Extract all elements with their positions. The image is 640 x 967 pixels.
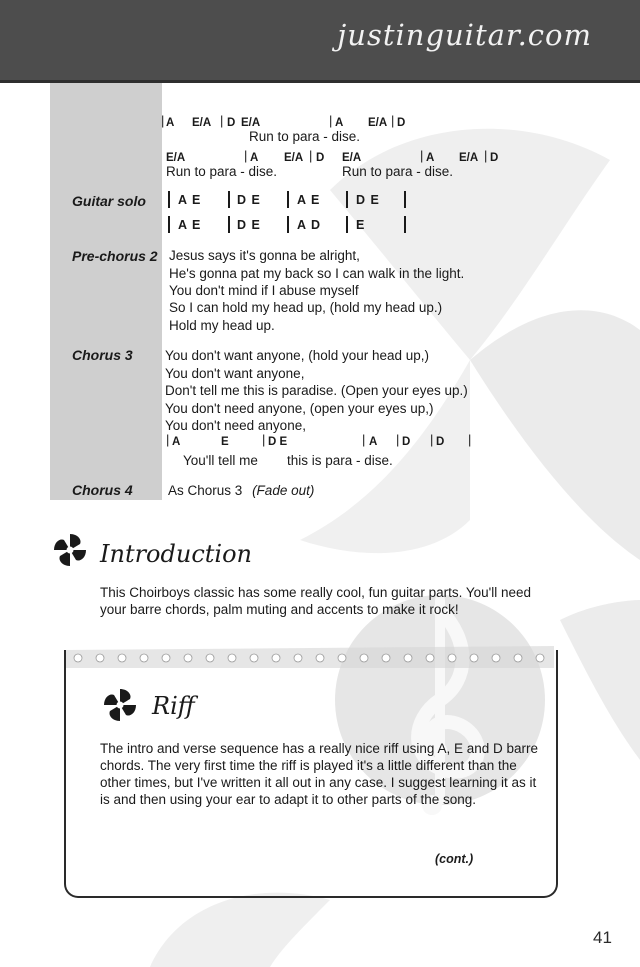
chord: E/A [284,152,304,164]
grid-chords: A E [178,193,202,207]
grid-chords: A D [297,218,322,232]
chord: D [490,152,499,164]
lyric-line: You'll tell me [183,453,258,468]
chord: E/A [459,152,479,164]
page-number: 41 [593,928,612,947]
lyric-line: Run to para - dise. [166,164,278,179]
lyric-line: Jesus says it's gonna be alright, [169,248,360,263]
grid-chords: D E [356,193,380,207]
chord: A [369,436,378,448]
paragraph-line: your barre chords, palm muting and accents to make it rock! [100,602,459,617]
chord: D E [268,436,288,448]
chord: A [250,152,259,164]
bar-line: | [484,148,488,163]
chord: A [426,152,435,164]
bar-line [228,191,230,208]
bar-line [287,191,289,208]
lyric-line: You don't want anyone, [165,366,305,381]
lyric-line: this is para - dise. [287,453,393,468]
paragraph-line: other times, but I've written it all out in any case. I suggest learning it as it [100,775,537,790]
chord: D [436,436,445,448]
chord: A [172,436,181,448]
bar-line: | [420,148,424,163]
chord: E/A [368,117,388,129]
brand-logo: justinguitar.com [337,18,592,52]
bar-line [228,216,230,233]
section-label-column [50,83,165,500]
bar-line: | [329,113,333,128]
bar-line: | [468,432,472,447]
grid-chords: A E [178,218,202,232]
bar-line [404,191,406,208]
section-label-chorus-3: Chorus 3 [72,347,133,363]
chord: E [221,436,229,448]
lyric-line: Run to para - dise. [342,164,454,179]
grid-chords: D E [237,218,261,232]
paragraph-line: is and then using your ear to adapt it to other parts of the song. [100,792,476,807]
pinwheel-icon [100,685,140,725]
chord: E/A [192,117,212,129]
bar-line: | [391,113,395,128]
lyric-line: You don't need anyone, (open your eyes up,) [165,401,434,416]
section-label-guitar-solo: Guitar solo [72,193,146,209]
lyric-line: You don't mind if I abuse myself [169,283,359,298]
chorus-4-instruction: As Chorus 3 [168,483,243,498]
lyric-line: Run to para - dise. [249,129,361,144]
bar-line: | [396,432,400,447]
section-label-chorus-4: Chorus 4 [72,482,133,498]
chord: A [166,117,175,129]
chord: E/A [166,152,186,164]
chord: D [397,117,406,129]
chord: E/A [241,117,261,129]
riff-text [100,740,538,808]
paragraph-line: The intro and verse sequence has a really nice riff using A, E and D barre [100,741,538,756]
bar-line: | [161,113,165,128]
bar-line [287,216,289,233]
grid-chords: E [356,218,366,232]
lyric-line: You don't want anyone, (hold your head up,) [165,348,430,363]
chord: D [402,436,411,448]
chord: A [335,117,344,129]
bar-line: | [430,432,434,447]
lyric-line: You don't need anyone, [165,418,306,433]
chorus-4-text [168,483,314,498]
lyric-line: So I can hold my head up, (hold my head up.) [169,300,443,315]
section-label-pre-chorus-2: Pre-chorus 2 [72,248,158,264]
chord: D [316,152,325,164]
bar-line [168,216,170,233]
bar-line [168,191,170,208]
bar-line: | [309,148,313,163]
lyric-line: Hold my head up. [169,318,275,333]
chord: E/A [342,152,362,164]
bar-line: | [244,148,248,163]
introduction-text [100,584,531,618]
pinwheel-icon [50,530,90,570]
lyric-line: He's gonna pat my back so I can walk in the light. [169,266,465,281]
introduction-title: Introduction [100,540,252,568]
lyric-line: Don't tell me this is paradise. (Open your eyes up.) [165,383,468,398]
bar-line: | [362,432,366,447]
bar-line: | [220,113,224,128]
riff-title: Riff [152,692,195,720]
paragraph-line: chords. The very first time the riff is played it's a little different than the [100,758,517,773]
chord: D [227,117,236,129]
chorus-4-note: (Fade out) [252,483,315,498]
bar-line: | [262,432,266,447]
continued-label: (cont.) [435,852,474,866]
bar-line [346,191,348,208]
bar-line: | [166,432,170,447]
bar-line [346,216,348,233]
bar-line [404,216,406,233]
grid-chords: D E [237,193,261,207]
grid-chords: A E [297,193,321,207]
paragraph-line: This Choirboys classic has some really cool, fun guitar parts. You'll need [100,585,532,600]
